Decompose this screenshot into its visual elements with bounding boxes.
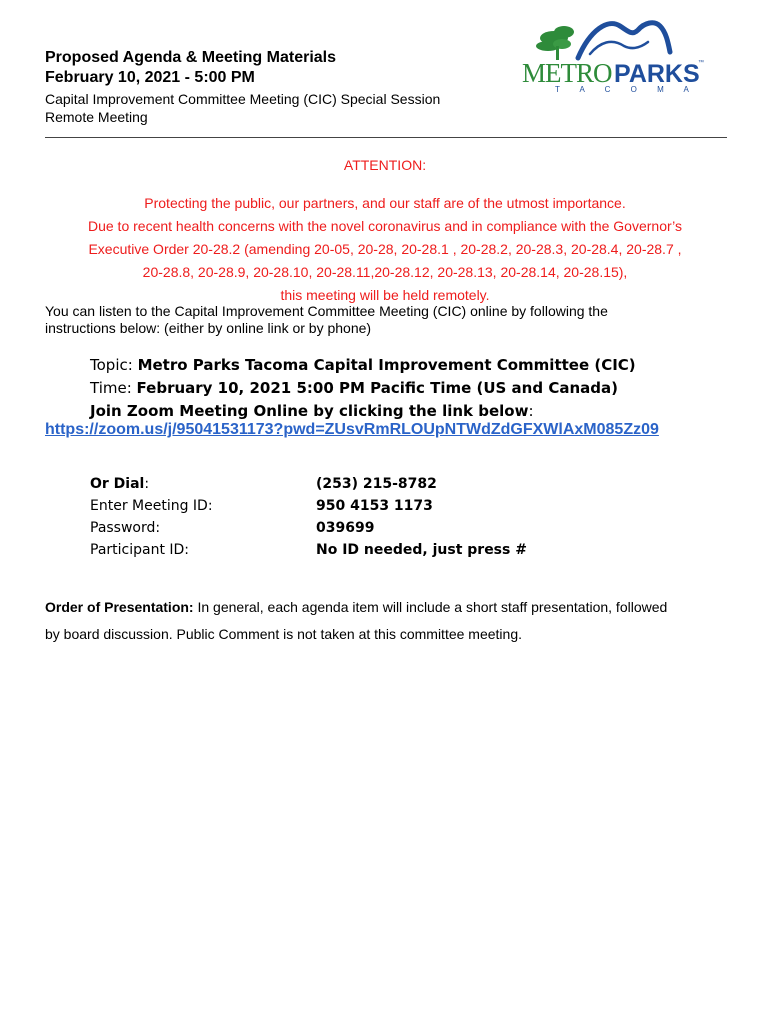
order-of-presentation xyxy=(45,594,667,648)
or-dial-label xyxy=(90,473,213,495)
zoom-time xyxy=(90,377,636,400)
dial-in-labels xyxy=(90,473,213,561)
listen-instructions xyxy=(45,303,608,337)
password-label: Password: xyxy=(90,520,161,536)
participant-id-label: Participant ID: xyxy=(90,542,190,558)
attention-line: this meeting will be held remotely. xyxy=(280,287,490,303)
page-title xyxy=(45,48,336,88)
zoom-topic xyxy=(90,354,636,377)
zoom-time-value: February 10, 2021 5:00 PM Pacific Time (US and Canada) xyxy=(136,379,618,397)
logo-parks-text: PARKS xyxy=(614,60,700,88)
order-line-2: by board discussion. Public Comment is not taken at this committee meeting. xyxy=(45,626,522,642)
metro-parks-logo-graphic xyxy=(520,12,710,94)
attention-notice xyxy=(0,192,770,307)
logo-trademark: ™ xyxy=(698,60,704,66)
subtitle-line-1: Capital Improvement Committee Meeting (CIC) Special Session xyxy=(45,91,441,107)
listen-line-1: You can listen to the Capital Improvement Committee Meeting (CIC) online by following the xyxy=(45,303,608,319)
metro-parks-logo xyxy=(520,12,710,94)
or-dial-colon: : xyxy=(144,476,150,492)
zoom-join-colon: : xyxy=(528,402,534,420)
attention-line: 20-28.8, 20-28.9, 20-28.10, 20-28.11,20-28.12, 20-28.13, 20-28.14, 20-28.15), xyxy=(142,264,628,280)
attention-line: Executive Order 20-28.2 (amending 20-05, 20-28, 20-28.1 , 20-28.2, 20-28.3, 20-28.4, 20-28.7 , xyxy=(88,241,682,257)
logo-metro-text: METRO xyxy=(522,58,612,88)
attention-heading: ATTENTION: xyxy=(343,157,427,173)
meeting-id-label: Enter Meeting ID: xyxy=(90,498,213,514)
attention-line: Due to recent health concerns with the novel coronavirus and in compliance with the Governor’s xyxy=(87,218,683,234)
zoom-meeting-link[interactable]: https://zoom.us/j/95041531173?pwd=ZUsvRmRLOUpNTWdZdGFXWlAxM085Zz09 xyxy=(45,421,659,438)
title-line-1: Proposed Agenda & Meeting Materials xyxy=(45,49,337,66)
header-divider xyxy=(45,137,727,138)
order-line-1 xyxy=(45,594,667,621)
participant-id-value: No ID needed, just press # xyxy=(316,542,527,558)
phone-number: (253) 215-8782 xyxy=(316,476,437,492)
attention-line: Protecting the public, our partners, and our staff are of the utmost importance. xyxy=(144,195,626,211)
title-line-2: February 10, 2021 - 5:00 PM xyxy=(45,69,255,86)
listen-line-2: instructions below: (either by online link or by phone) xyxy=(45,320,372,336)
dial-in-values xyxy=(316,473,527,561)
zoom-meeting-details xyxy=(90,354,636,423)
page-subtitle xyxy=(45,90,440,126)
meeting-id-value: 950 4153 1173 xyxy=(316,498,433,514)
zoom-topic-label: Topic: xyxy=(90,356,138,374)
tree-icon xyxy=(536,26,574,60)
password-value: 039699 xyxy=(316,520,375,536)
order-label: Order of Presentation: xyxy=(45,599,194,615)
or-dial-label-text: Or Dial xyxy=(90,476,145,492)
zoom-topic-value: Metro Parks Tacoma Capital Improvement Committee (CIC) xyxy=(137,356,636,374)
subtitle-line-2: Remote Meeting xyxy=(45,109,148,125)
zoom-join xyxy=(90,400,636,423)
order-line-1-text: In general, each agenda item will include a short staff presentation, followed xyxy=(193,599,668,615)
zoom-join-text: Join Zoom Meeting Online by clicking the link below xyxy=(90,402,529,420)
zoom-time-label: Time: xyxy=(90,379,137,397)
mountain-inner-line-icon xyxy=(590,42,648,54)
logo-city-text: T A C O M A xyxy=(555,85,698,94)
